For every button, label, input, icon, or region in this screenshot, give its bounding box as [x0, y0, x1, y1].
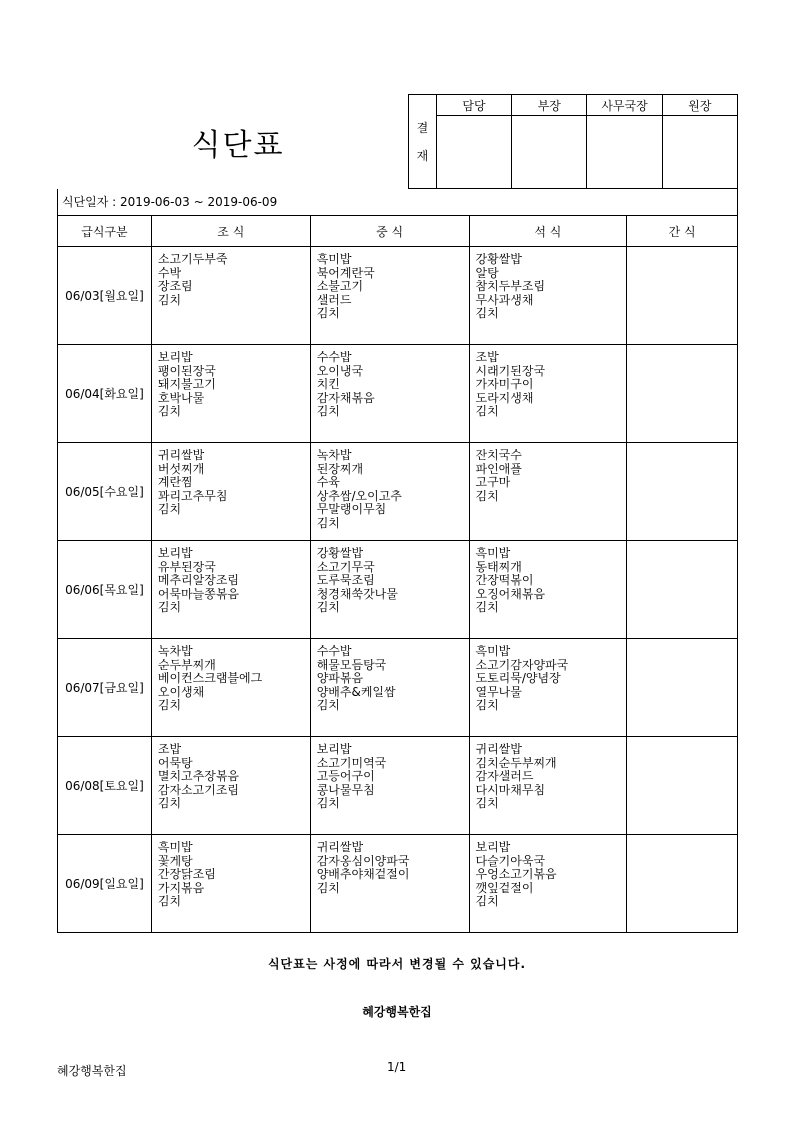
dish-item: 깻잎겉절이 [475, 881, 534, 895]
dish-item: 고구마 [475, 476, 511, 489]
breakfast-cell [151, 345, 310, 443]
dinner-cell [469, 737, 627, 835]
column-header-snack: 간 식 [627, 216, 738, 247]
day-label: 06/09[일요일] [58, 835, 152, 933]
lunch-cell [310, 443, 469, 541]
dinner-cell [469, 443, 627, 541]
dish-item: 어묵탕 [157, 756, 193, 770]
snack-cell [627, 541, 738, 639]
dish-item: 소불고기 [316, 280, 364, 293]
dish-item: 수수밥 [316, 645, 352, 658]
dish-item: 감자샐러드 [475, 770, 534, 783]
dish-item: 어묵마늘쫑볶음 [157, 587, 240, 601]
dish-item: 김치 [475, 405, 499, 418]
menu-row [58, 247, 738, 345]
dish-item: 순두부찌개 [157, 658, 216, 672]
dish-item: 김치 [157, 601, 182, 614]
dish-item: 버섯찌개 [157, 462, 205, 476]
dish-item: 흑미밥 [157, 841, 193, 854]
dish-item: 조밥 [475, 351, 499, 364]
dish-item: 가자미구이 [475, 378, 534, 391]
dish-item: 참치두부조림 [475, 280, 546, 293]
dish-item: 김치 [316, 601, 340, 614]
dinner-cell [469, 639, 627, 737]
dish-item: 김치 [157, 503, 182, 516]
dish-item: 김치 [157, 405, 182, 418]
dish-item: 감자옹심이양파국 [316, 854, 410, 868]
document-header [57, 94, 738, 189]
dish-item: 김치 [157, 293, 182, 307]
footer-page-number: 1/1 [387, 1060, 407, 1074]
dish-item: 된장찌개 [316, 462, 364, 476]
menu-row [58, 541, 738, 639]
approval-side-top: 결 [416, 120, 429, 135]
dish-item: 흑미밥 [475, 547, 511, 560]
column-header-dinner: 석 식 [469, 216, 627, 247]
dish-item: 김치 [157, 699, 182, 712]
snack-cell [627, 443, 738, 541]
dish-item: 김치순두부찌개 [475, 756, 557, 770]
breakfast-cell [151, 737, 310, 835]
dish-item: 김치 [316, 516, 340, 530]
dish-item: 김치 [475, 307, 499, 320]
dish-item: 김치 [475, 797, 499, 810]
dish-item: 무말랭이무침 [316, 503, 387, 516]
dinner-cell [469, 345, 627, 443]
menu-row [58, 443, 738, 541]
dish-item: 잔치국수 [475, 449, 522, 462]
lunch-cell [310, 737, 469, 835]
dish-item: 김치 [316, 405, 340, 418]
dish-item: 꽃게탕 [157, 854, 193, 868]
column-header-lunch: 중 식 [310, 216, 469, 247]
dish-item: 수육 [316, 476, 340, 489]
dish-item: 귀리쌀밥 [475, 743, 522, 756]
dish-item: 해물모듬탕국 [316, 658, 387, 672]
dish-item: 감자소고기조림 [157, 783, 240, 797]
dish-item: 동태찌개 [475, 560, 522, 574]
dish-item: 다시마채무침 [475, 783, 546, 797]
dish-item: 귀리쌀밥 [316, 841, 364, 854]
menu-row [58, 345, 738, 443]
organization-name: 혜강행복한집 [362, 1005, 432, 1019]
dish-item: 김치 [475, 601, 499, 614]
snack-cell [627, 835, 738, 933]
dish-item: 녹차밥 [316, 449, 352, 462]
dish-item: 치킨 [316, 378, 340, 391]
dish-item: 무사과생채 [475, 293, 534, 307]
dish-item: 간장떡볶이 [475, 574, 534, 587]
dish-item: 장조림 [157, 280, 193, 293]
dish-item: 가지볶음 [157, 881, 205, 895]
approval-role-secretary: 사무국장 [587, 95, 662, 116]
dish-item: 꽈리고추무침 [157, 489, 228, 503]
dish-item: 소고기감자양파국 [475, 658, 569, 672]
dish-item: 조밥 [157, 743, 182, 756]
dish-item: 고등어구이 [316, 770, 375, 783]
lunch-cell [310, 639, 469, 737]
dish-item: 샐러드 [316, 293, 352, 307]
dish-item: 소고기두부죽 [157, 253, 228, 266]
dish-item: 열무나물 [475, 685, 522, 699]
dish-item: 보리밥 [316, 743, 352, 756]
snack-cell [627, 345, 738, 443]
dish-item: 알탕 [475, 266, 499, 280]
approval-role-manager: 부장 [512, 95, 587, 116]
dinner-cell [469, 835, 627, 933]
dish-item: 간장닭조림 [157, 868, 216, 881]
title-box [57, 94, 407, 189]
menu-body [58, 247, 738, 933]
dish-item: 보리밥 [157, 351, 193, 364]
day-label: 06/06[목요일] [58, 541, 152, 639]
dish-item: 소고기미역국 [316, 756, 387, 770]
snack-cell [627, 247, 738, 345]
dish-item: 보리밥 [475, 841, 511, 854]
day-label: 06/03[월요일] [58, 247, 152, 345]
menu-table [57, 215, 738, 933]
dish-item: 계란찜 [157, 476, 193, 489]
dish-item: 보리밥 [157, 547, 193, 560]
dish-item: 호박나물 [157, 391, 205, 405]
dish-item: 귀리쌀밥 [157, 449, 205, 462]
day-label: 06/05[수요일] [58, 443, 152, 541]
dish-item: 북어계란국 [316, 266, 375, 280]
dinner-cell [469, 247, 627, 345]
column-header-category: 급식구분 [58, 216, 152, 247]
dinner-cell [469, 541, 627, 639]
dish-item: 돼지불고기 [157, 378, 216, 391]
dish-item: 도토리묵/양념장 [475, 672, 561, 685]
dish-item: 강황쌀밥 [475, 253, 522, 266]
dish-item: 김치 [316, 881, 340, 895]
menu-row [58, 639, 738, 737]
dish-item: 김치 [316, 307, 340, 320]
breakfast-cell [151, 835, 310, 933]
dish-item: 콩나물무침 [316, 783, 375, 797]
dish-item: 오이생채 [157, 685, 205, 699]
dish-item: 양파볶음 [316, 672, 364, 685]
approval-sign-staff [436, 116, 511, 189]
lunch-cell [310, 247, 469, 345]
lunch-cell [310, 345, 469, 443]
approval-sign-director [662, 116, 737, 189]
dish-item: 양배추야채겉절이 [316, 868, 410, 881]
dish-item: 오징어채볶음 [475, 587, 546, 601]
dish-item: 수수밥 [316, 351, 352, 364]
dish-item: 도루묵조림 [316, 574, 375, 587]
dish-item: 김치 [316, 797, 340, 810]
breakfast-cell [151, 247, 310, 345]
dish-item: 상추쌈/오이고추 [316, 489, 402, 503]
dish-item: 유부된장국 [157, 560, 216, 574]
lunch-cell [310, 541, 469, 639]
period-row [57, 189, 738, 215]
dish-item: 김치 [475, 895, 499, 908]
dish-item: 흑미밥 [316, 253, 352, 266]
breakfast-cell [151, 541, 310, 639]
day-label: 06/07[금요일] [58, 639, 152, 737]
approval-sign-manager [512, 116, 587, 189]
footer-organization: 혜강행복한집 [57, 1064, 127, 1078]
dish-item: 팽이된장국 [157, 364, 216, 378]
breakfast-cell [151, 639, 310, 737]
dish-item: 김치 [157, 797, 182, 810]
approval-side-label [409, 95, 437, 189]
dish-item: 도라지생채 [475, 391, 534, 405]
dish-item: 양배추&케일쌈 [316, 685, 396, 699]
approval-table [408, 94, 738, 189]
dish-item: 수박 [157, 266, 182, 280]
dish-item: 흑미밥 [475, 645, 511, 658]
menu-row [58, 737, 738, 835]
snack-cell [627, 639, 738, 737]
dish-item: 감자채볶음 [316, 391, 375, 405]
lunch-cell [310, 835, 469, 933]
dish-item: 김치 [475, 489, 499, 503]
dish-item: 다슬기아욱국 [475, 854, 546, 868]
approval-role-staff: 담당 [436, 95, 511, 116]
day-label: 06/08[토요일] [58, 737, 152, 835]
approval-sign-secretary [587, 116, 662, 189]
dish-item: 소고기무국 [316, 560, 375, 574]
dish-item: 우엉소고기볶음 [475, 868, 557, 881]
dish-item: 김치 [475, 699, 499, 712]
change-notice: 식단표는 사정에 따라서 변경될 수 있습니다. [267, 957, 527, 971]
menu-row [58, 835, 738, 933]
dish-item: 녹차밥 [157, 645, 193, 658]
dish-item: 파인애플 [475, 462, 522, 476]
day-label: 06/04[화요일] [58, 345, 152, 443]
column-header-breakfast: 조 식 [151, 216, 310, 247]
approval-side-bottom: 재 [416, 148, 429, 163]
dish-item: 멸치고추장볶음 [157, 770, 240, 783]
period-text: 식단일자 : 2019-06-03 ~ 2019-06-09 [62, 195, 278, 209]
page-title: 식단표 [191, 127, 285, 163]
dish-item: 시래기된장국 [475, 364, 546, 378]
dish-item: 베이컨스크램블에그 [157, 672, 263, 685]
dish-item: 청경채쑥갓나물 [316, 587, 398, 601]
dish-item: 강황쌀밥 [316, 547, 364, 560]
dish-item: 김치 [157, 895, 182, 908]
approval-role-director: 원장 [662, 95, 737, 116]
snack-cell [627, 737, 738, 835]
dish-item: 김치 [316, 699, 340, 712]
breakfast-cell [151, 443, 310, 541]
dish-item: 메추리알장조림 [157, 574, 240, 587]
dish-item: 오이냉국 [316, 364, 364, 378]
